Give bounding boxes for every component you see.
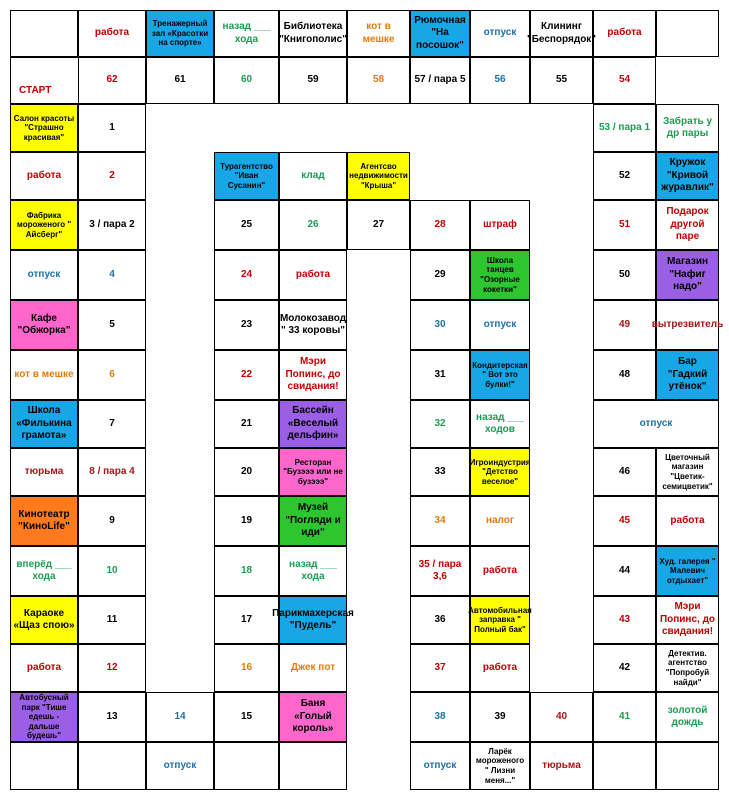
cell-label: Агентсво недвижимости "Крыша" xyxy=(349,161,408,190)
cell-label: Худ. галерея " Малевич отдыхает" xyxy=(659,556,716,585)
cell-клад xyxy=(279,152,347,200)
cell-работа xyxy=(78,10,146,57)
cell-number-21 xyxy=(214,400,279,448)
cell-баня-голый-король xyxy=(279,692,347,742)
cell-number-48 xyxy=(593,350,656,400)
cell-label: штраф xyxy=(483,218,517,230)
cell-label: Кинотеатр "КиноLife" xyxy=(18,508,70,532)
cell-number-7 xyxy=(78,400,146,448)
cell-забрать-у-др-пары xyxy=(656,104,719,152)
cell-label: 39 xyxy=(494,710,506,722)
cell-label: 60 xyxy=(240,74,253,86)
cell-label: Детектив. агентство "Попробуй найди" xyxy=(665,648,710,687)
cell-label: 13 xyxy=(106,710,118,722)
cell-number-9 xyxy=(78,496,146,546)
cell-мэри-попинс-до-свидания xyxy=(279,350,347,400)
cell-number-18 xyxy=(214,546,279,596)
empty-cell xyxy=(279,742,347,790)
cell-вытрезвитель xyxy=(651,300,724,350)
cell-label: Ларёк мороженого " Лизни меня..." xyxy=(475,746,525,785)
cell-label: Турагентство "Иван Сусанин" xyxy=(220,161,273,190)
cell-number-61 xyxy=(146,57,214,104)
cell-label: 27 xyxy=(372,218,385,230)
cell-label: 45 xyxy=(618,514,631,526)
cell-number-49 xyxy=(593,300,656,350)
cell-label: Цветочный магазин "Цветик-семицветик" xyxy=(662,452,713,491)
cell-number-46 xyxy=(593,448,656,496)
cell-вперёд-хода xyxy=(10,546,78,596)
cell-кинотеатр-киноlife xyxy=(10,496,78,546)
cell-label: кот в мешке xyxy=(362,21,395,45)
cell-label: 21 xyxy=(240,417,253,429)
cell-label: 2 xyxy=(109,169,115,181)
cell-штраф xyxy=(470,200,530,250)
cell-мэри-попинс-до-свидания xyxy=(656,596,719,644)
cell-label: 53 / пара 1 xyxy=(598,121,651,133)
cell-label: Школа «Филькина грамота» xyxy=(16,405,72,442)
cell-label: Подарок другой паре xyxy=(666,206,709,243)
cell-назад-ходов xyxy=(470,400,530,448)
cell-label: 41 xyxy=(618,710,631,722)
cell-number-3-пара-2 xyxy=(78,200,146,250)
cell-label: 55 xyxy=(555,74,568,86)
cell-label: 33 xyxy=(434,465,446,477)
cell-label: 6 xyxy=(109,368,115,380)
cell-number-41 xyxy=(593,692,656,742)
cell-label: вытрезвитель xyxy=(651,318,724,330)
cell-работа xyxy=(10,644,78,692)
cell-label: Караоке «Щаз спою» xyxy=(13,607,75,631)
cell-label: Парикмахерская "Пудель" xyxy=(272,607,354,631)
cell-label: 51 xyxy=(618,218,631,230)
cell-детектив-агентство-попробуй-найди xyxy=(656,644,719,692)
cell-label: 23 xyxy=(240,318,253,330)
cell-label: 46 xyxy=(618,465,631,477)
cell-назад-хода xyxy=(279,546,347,596)
cell-number-26 xyxy=(279,200,347,250)
cell-label: 14 xyxy=(174,710,186,722)
cell-number-22 xyxy=(214,350,279,400)
cell-подарок-другой-паре xyxy=(656,200,719,250)
cell-number-10 xyxy=(78,546,146,596)
cell-number-43 xyxy=(593,596,656,644)
cell-label: 25 xyxy=(240,218,253,230)
cell-number-4 xyxy=(78,250,146,300)
cell-number-35-пара-3-6 xyxy=(410,546,470,596)
cell-number-12 xyxy=(78,644,146,692)
cell-number-32 xyxy=(410,400,470,448)
cell-караоке-щаз-спою xyxy=(10,596,78,644)
cell-label: 18 xyxy=(240,564,253,576)
cell-label: Кондитерская " Вот это булки!" xyxy=(472,360,528,389)
cell-label: 3 / пара 2 xyxy=(89,218,135,230)
cell-label: налог xyxy=(485,514,515,526)
cell-библиотека-книгополис xyxy=(279,10,347,57)
cell-number-28 xyxy=(410,200,470,250)
cell-label: 36 xyxy=(434,613,446,625)
cell-label: 20 xyxy=(240,465,253,477)
cell-number-15 xyxy=(214,692,279,742)
cell-молокозавод-33-коровы xyxy=(279,300,347,350)
cell-назад-хода xyxy=(214,10,279,57)
empty-cell xyxy=(78,742,146,790)
cell-отпуск xyxy=(10,250,78,300)
cell-label: 50 xyxy=(618,268,631,280)
cell-кафе-обжорка xyxy=(10,300,78,350)
cell-label: отпуск xyxy=(27,268,61,280)
cell-number-16 xyxy=(214,644,279,692)
cell-label: работа xyxy=(482,661,518,673)
empty-cell xyxy=(656,10,719,57)
cell-label: 26 xyxy=(307,218,319,230)
cell-бассейн-веселый-дельфин xyxy=(279,400,347,448)
cell-label: 35 / пара 3,6 xyxy=(418,558,462,582)
cell-number-24 xyxy=(214,250,279,300)
cell-label: Бассейн «Веселый дельфин» xyxy=(287,405,339,442)
cell-отпуск xyxy=(410,742,470,790)
cell-label: Автомобильная заправка " Полный бак" xyxy=(468,605,532,634)
cell-label: Фабрика мороженого " Айсберг" xyxy=(16,210,72,239)
cell-label: 29 xyxy=(434,268,446,280)
cell-цветочный-магазин-цветик-семицветик xyxy=(656,448,719,496)
cell-label: отпуск xyxy=(639,417,673,429)
cell-работа xyxy=(470,546,530,596)
cell-label: 44 xyxy=(618,564,631,576)
cell-label: работа xyxy=(670,514,705,526)
cell-label: Автобусный парк "Тише едешь - дальше будешь" xyxy=(19,693,69,741)
cell-работа xyxy=(10,152,78,200)
cell-label: 22 xyxy=(240,368,253,380)
cell-label: 12 xyxy=(106,661,118,673)
cell-label: СТАРТ xyxy=(19,84,52,96)
cell-налог xyxy=(470,496,530,546)
cell-тюрьма xyxy=(10,448,78,496)
empty-cell xyxy=(10,742,78,790)
cell-label: 59 xyxy=(307,74,319,86)
cell-кондитерская-вот-это-булки xyxy=(470,350,530,400)
cell-label: 42 xyxy=(618,661,631,673)
cell-number-31 xyxy=(410,350,470,400)
cell-label: 57 / пара 5 xyxy=(414,74,466,86)
cell-label: 7 xyxy=(109,417,115,429)
cell-label: 48 xyxy=(618,368,631,380)
cell-number-62 xyxy=(78,57,146,104)
cell-label: 32 xyxy=(434,417,446,429)
cell-number-42 xyxy=(593,644,656,692)
cell-number-11 xyxy=(78,596,146,644)
cell-label: тюрьма xyxy=(24,465,64,477)
cell-label: золотой дождь xyxy=(667,704,708,728)
cell-number-39 xyxy=(470,692,530,742)
cell-number-38 xyxy=(410,692,470,742)
cell-number-34 xyxy=(410,496,470,546)
cell-отпуск xyxy=(470,10,530,57)
cell-label: 28 xyxy=(434,218,446,230)
cell-label: 34 xyxy=(434,514,446,526)
cell-кот-в-мешке xyxy=(10,350,78,400)
cell-label: 56 xyxy=(494,74,506,86)
cell-label: 9 xyxy=(109,514,115,526)
cell-label: 62 xyxy=(106,74,118,86)
cell-label: 1 xyxy=(109,121,115,133)
cell-label: 24 xyxy=(240,268,253,280)
cell-label: 61 xyxy=(174,74,186,86)
cell-label: отпуск xyxy=(423,759,457,771)
cell-ларёк-мороженого-лизни-меня xyxy=(470,742,530,790)
cell-отпуск xyxy=(470,300,530,350)
empty-cell xyxy=(214,742,279,790)
cell-label: Кафе "Обжорка" xyxy=(17,312,71,336)
cell-number-30 xyxy=(410,300,470,350)
cell-худ-галерея-малевич-отдыхает xyxy=(656,546,719,596)
cell-label: 17 xyxy=(240,613,253,625)
cell-label: кот в мешке xyxy=(14,368,74,380)
cell-label: Игроиндустрия "Детство веселое" xyxy=(469,457,531,486)
cell-клининг-беспорядок xyxy=(526,10,597,57)
cell-label: 49 xyxy=(618,318,631,330)
cell-number-33 xyxy=(410,448,470,496)
cell-number-20 xyxy=(214,448,279,496)
cell-number-5 xyxy=(78,300,146,350)
cell-number-8-пара-4 xyxy=(78,448,146,496)
cell-number-40 xyxy=(530,692,593,742)
cell-ресторан-бузэээ-или-не-бузэээ xyxy=(279,448,347,496)
cell-школа-филькина-грамота xyxy=(10,400,78,448)
cell-игроиндустрия-детство-веселое xyxy=(470,448,530,496)
cell-number-29 xyxy=(410,250,470,300)
cell-label: работа xyxy=(26,169,62,181)
cell-парикмахерская-пудель xyxy=(272,596,354,644)
cell-number-50 xyxy=(593,250,656,300)
cell-label: работа xyxy=(94,27,130,39)
cell-label: Бар "Гадкий утёнок" xyxy=(667,356,708,393)
cell-label: 38 xyxy=(434,710,446,722)
cell-label: работа xyxy=(607,27,642,39)
cell-number-37 xyxy=(410,644,470,692)
cell-музей-погляди-и-иди xyxy=(279,496,347,546)
cell-label: Молокозавод " 33 коровы" xyxy=(279,312,347,336)
cell-label: 52 xyxy=(618,169,631,181)
cell-label: назад ___ хода xyxy=(289,558,337,582)
cell-label: Школа танцев "Озорные кокетки" xyxy=(480,255,520,294)
empty-cell xyxy=(593,742,656,790)
cell-бар-гадкий-утёнок xyxy=(656,350,719,400)
cell-number-56 xyxy=(470,57,530,104)
cell-label: Мэри Попинс, до свидания! xyxy=(285,356,341,393)
cell-label: Музей "Погляди и иди" xyxy=(285,502,341,539)
empty-cell xyxy=(656,742,719,790)
cell-label: тюрьма xyxy=(542,759,581,771)
cell-label: 31 xyxy=(434,368,446,380)
cell-label: Салон красоты "Страшно красивая" xyxy=(13,113,75,142)
cell-label: отпуск xyxy=(483,27,517,39)
cell-label: Баня «Голый король» xyxy=(292,698,334,735)
cell-label: работа xyxy=(482,564,518,576)
cell-автомобильная-заправка-полный-бак xyxy=(470,596,530,644)
cell-label: 58 xyxy=(372,74,385,86)
cell-number-27 xyxy=(347,200,410,250)
cell-number-53-пара-1 xyxy=(593,104,656,152)
cell-золотой-дождь xyxy=(656,692,719,742)
cell-label: клад xyxy=(301,169,325,181)
cell-магазин-нафиг-надо xyxy=(656,250,719,300)
cell-работа xyxy=(593,10,656,57)
cell-number-59 xyxy=(279,57,347,104)
cell-label: отпуск xyxy=(483,318,517,330)
cell-label: работа xyxy=(26,661,62,673)
cell-number-19 xyxy=(214,496,279,546)
cell-label: 5 xyxy=(109,318,115,330)
cell-label: 4 xyxy=(109,268,115,280)
cell-number-23 xyxy=(214,300,279,350)
cell-number-58 xyxy=(347,57,410,104)
cell-label: 16 xyxy=(240,661,253,673)
cell-label: 10 xyxy=(106,564,118,576)
cell-label: 19 xyxy=(240,514,253,526)
cell-label: Джек пот xyxy=(290,661,336,673)
cell-рюмочная-на-посошок xyxy=(410,10,470,57)
cell-number-6 xyxy=(78,350,146,400)
cell-number-1 xyxy=(78,104,146,152)
cell-label: вперёд ___ хода xyxy=(16,558,72,582)
cell-работа xyxy=(470,644,530,692)
cell-label: Тренажерный зал «Красотки на спорте» xyxy=(151,19,209,48)
cell-label: Ресторан "Бузэээ или не бузэээ" xyxy=(283,457,343,486)
cell-label: Забрать у др пары xyxy=(662,115,713,139)
cell-работа xyxy=(279,250,347,300)
cell-label: 43 xyxy=(618,613,631,625)
cell-label: Кружок "Кривой журавлик" xyxy=(661,157,714,194)
cell-number-44 xyxy=(593,546,656,596)
cell-label: работа xyxy=(295,268,331,280)
cell-работа xyxy=(656,496,719,546)
cell-number-25 xyxy=(214,200,279,250)
cell-тренажерный-зал-красотки-на-спорте xyxy=(146,10,214,57)
cell-кот-в-мешке xyxy=(347,10,410,57)
cell-number-45 xyxy=(593,496,656,546)
cell-number-36 xyxy=(410,596,470,644)
cell-number-54 xyxy=(593,57,656,104)
cell-label: Мэри Попинс, до свидания! xyxy=(659,601,716,638)
cell-number-14 xyxy=(146,692,214,742)
cell-отпуск xyxy=(146,742,214,790)
cell-отпуск xyxy=(593,400,719,448)
cell-label: 54 xyxy=(618,74,631,86)
cell-label: 15 xyxy=(240,710,253,722)
cell-label: назад ___ ходов xyxy=(476,411,524,435)
cell-number-57-пара-5 xyxy=(410,57,470,104)
cell-агентсво-недвижимости-крыша xyxy=(347,152,410,200)
cell-label: 11 xyxy=(106,613,118,625)
cell-фабрика-мороженого-айсберг xyxy=(10,200,78,250)
cell-label: Клининг "Беспорядок" xyxy=(526,21,597,45)
cell-label: отпуск xyxy=(163,759,197,771)
cell-тюрьма xyxy=(530,742,593,790)
cell-label: 37 xyxy=(434,661,446,673)
cell-турагентство-иван-сусанин xyxy=(214,152,279,200)
cell-label: 30 xyxy=(434,318,446,330)
cell-number-13 xyxy=(78,692,146,742)
cell-салон-красоты-страшно-красивая xyxy=(10,104,78,152)
cell-label: 40 xyxy=(555,710,568,722)
cell-number-2 xyxy=(78,152,146,200)
cell-number-52 xyxy=(593,152,656,200)
cell-label: 8 / пара 4 xyxy=(89,465,135,477)
cell-number-60 xyxy=(214,57,279,104)
cell-label: Рюмочная "На посошок" xyxy=(414,14,466,51)
cell-автобусный-парк-тише-едешь-дальше-будешь xyxy=(10,692,78,742)
cell-кружок-кривой-журавлик xyxy=(656,152,719,200)
cell-number-55 xyxy=(530,57,593,104)
cell-number-51 xyxy=(593,200,656,250)
cell-школа-танцев-озорные-кокетки xyxy=(470,250,530,300)
cell-label: Библиотека "Книгополис" xyxy=(279,21,347,45)
cell-label: назад ___ хода xyxy=(222,21,271,45)
cell-label: Магазин "Нафиг надо" xyxy=(666,256,709,293)
empty-cell xyxy=(10,10,78,57)
cell-джек-пот xyxy=(279,644,347,692)
